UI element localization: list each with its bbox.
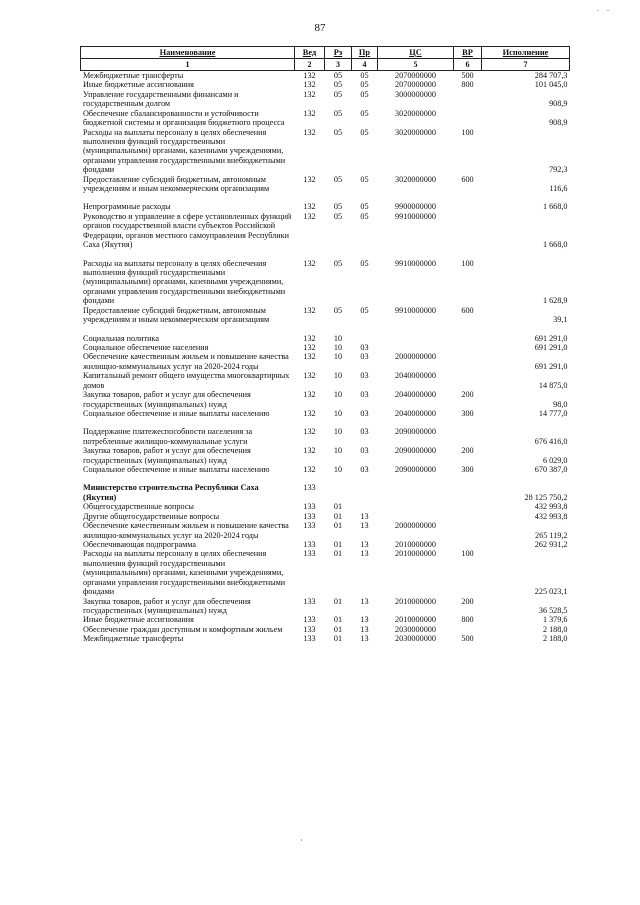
row-value: 262 931,2: [534, 539, 568, 549]
row-rz: 05: [333, 71, 343, 80]
row-ved: 133: [303, 483, 316, 493]
spacer-row: [81, 418, 570, 427]
row-cs: 3020000000: [395, 127, 436, 137]
row-cs: [378, 334, 454, 343]
row-name: Министерство строительства Республики Саха (Якутия): [83, 483, 259, 502]
row-cs: 2090000000: [395, 465, 436, 475]
row-cs: 2000000000: [395, 352, 436, 362]
row-rz: 01: [333, 634, 343, 644]
row-pr: 03: [360, 390, 369, 400]
row-vr: 800: [461, 615, 474, 625]
row-rz: 10: [333, 371, 343, 381]
row-pr: 05: [360, 305, 369, 315]
row-name: Расходы на выплаты персоналу в целях обеспечения выполнения функций государственными (муниципальными) органами, казенными учреждениями, органами управления государственными внебюджетными фондами: [83, 549, 286, 597]
row-name: Социальное обеспечение и иные выплаты населению: [83, 465, 270, 475]
row-cs: 2010000000: [395, 596, 436, 606]
row-pr: 05: [360, 211, 369, 221]
row-name: Межбюджетные трансферты: [83, 634, 184, 644]
table-row: [81, 502, 570, 511]
row-ved: 132: [303, 371, 316, 381]
row-rz: 01: [333, 596, 343, 606]
row-name: Поддержание платежеспособности населения за потребленные жилищно-коммунальные услуги: [83, 427, 253, 446]
row-cs: 2090000000: [395, 427, 436, 437]
row-rz: 05: [333, 258, 343, 268]
spacer-cell: [81, 250, 570, 259]
scan-dot: ·: [300, 836, 303, 845]
row-rz: 10: [333, 342, 343, 352]
row-rz: 10: [333, 446, 343, 456]
row-vr: [454, 427, 482, 446]
row-name: Межбюджетные трансферты: [83, 71, 184, 80]
table-header: [81, 47, 570, 59]
row-value: 28 125 750,2: [524, 492, 568, 502]
row-ved: 132: [303, 465, 316, 475]
table-row: [81, 334, 570, 343]
row-vr: 100: [461, 258, 474, 268]
spacer-cell: [81, 474, 570, 483]
header-num: 1: [81, 59, 295, 71]
row-pr: 05: [360, 127, 369, 137]
table-row: [81, 625, 570, 634]
row-pr: [352, 334, 378, 343]
header-num: 3: [325, 59, 352, 71]
row-name: Обеспечивающая подпрограмма: [83, 539, 197, 549]
row-vr: 600: [461, 174, 474, 184]
row-ved: 133: [303, 624, 316, 634]
row-rz: 10: [333, 465, 343, 475]
spacer-row: [81, 474, 570, 483]
header-cs: ЦС: [378, 47, 454, 59]
row-cs: 2040000000: [395, 371, 436, 381]
header-pr: Пр: [352, 47, 378, 59]
table-row: [81, 71, 570, 81]
row-name: Закупка товаров, работ и услуг для обеспечения государственных (муниципальных) нужд: [83, 390, 251, 409]
spacer-row: [81, 250, 570, 259]
row-cs: 2070000000: [395, 80, 436, 90]
table-row: [81, 306, 570, 325]
row-ved: 132: [303, 352, 316, 362]
row-rz: 05: [333, 305, 343, 315]
row-vr: [454, 212, 482, 250]
row-value: 691 291,0: [534, 361, 568, 371]
row-cs: 9910000000: [395, 258, 436, 268]
header-num: 4: [352, 59, 378, 71]
header-ved: Вед: [295, 47, 325, 59]
row-ved: 132: [303, 202, 316, 212]
row-rz: 05: [333, 211, 343, 221]
row-ved: 132: [303, 108, 316, 118]
row-cs: 3020000000: [395, 174, 436, 184]
row-vr: [454, 502, 482, 511]
row-value: 1 668,0: [542, 240, 568, 250]
table-row: [81, 512, 570, 521]
row-name: Другие общегосударственные вопросы: [83, 511, 220, 521]
row-rz: 10: [333, 333, 343, 343]
row-name: Социальное обеспечение населения: [83, 342, 209, 352]
row-rz: 10: [333, 390, 343, 400]
row-cs: 2010000000: [395, 549, 436, 559]
row-ved: 132: [303, 71, 316, 80]
row-vr: 300: [461, 465, 474, 475]
row-value: 1 379,6: [542, 615, 568, 625]
table-row: [81, 521, 570, 540]
row-pr: 05: [360, 108, 369, 118]
table-row: [81, 465, 570, 474]
row-pr: 03: [360, 408, 369, 418]
table-row: [81, 343, 570, 352]
row-pr: 13: [360, 624, 369, 634]
row-value: 39,1: [553, 315, 568, 325]
row-pr: 13: [360, 596, 369, 606]
row-rz: 01: [333, 521, 343, 531]
row-rz: 01: [333, 502, 343, 512]
spacer-cell: [81, 325, 570, 334]
row-value: 98,0: [553, 399, 568, 409]
table-row: [81, 371, 570, 390]
row-ved: 132: [303, 333, 316, 343]
row-value: 792,3: [549, 165, 568, 175]
row-cs: 3000000000: [395, 89, 436, 99]
row-value: 908,9: [549, 99, 568, 109]
row-vr: [454, 371, 482, 390]
row-rz: 01: [333, 624, 343, 634]
row-value: 432 993,8: [534, 511, 568, 521]
header-vr: ВР: [454, 47, 482, 59]
header-num: 2: [295, 59, 325, 71]
row-vr: [454, 334, 482, 343]
row-ved: 133: [303, 521, 316, 531]
row-cs: 9900000000: [395, 202, 436, 212]
row-rz: 10: [333, 427, 343, 437]
row-value: 14 875,0: [538, 380, 568, 390]
row-pr: 13: [360, 511, 369, 521]
row-rz: [325, 483, 352, 502]
row-vr: 100: [461, 549, 474, 559]
row-name: Капитальный ремонт общего имущества многоквартирных домов: [83, 371, 290, 390]
row-rz: 01: [333, 615, 343, 625]
table-row: [81, 427, 570, 446]
row-rz: 01: [333, 549, 343, 559]
row-ved: 132: [303, 127, 316, 137]
table-row: [81, 352, 570, 371]
row-value: 691 291,0: [534, 342, 568, 352]
row-cs: 9910000000: [395, 305, 436, 315]
row-value: 670 387,0: [534, 465, 568, 475]
row-rz: 05: [333, 174, 343, 184]
row-vr: 300: [461, 408, 474, 418]
row-cs: 3020000000: [395, 108, 436, 118]
row-rz: 01: [333, 511, 343, 521]
row-value: 6 029,0: [542, 455, 568, 465]
row-name: Социальная политика: [83, 333, 159, 343]
row-ved: 133: [303, 502, 316, 512]
row-rz: 10: [333, 352, 343, 362]
row-ved: 132: [303, 342, 316, 352]
row-pr: [352, 502, 378, 511]
row-name: Обеспечение граждан доступным и комфортным жильем: [83, 624, 283, 634]
row-cs: [378, 483, 454, 502]
table-row: [81, 202, 570, 211]
row-vr: [454, 625, 482, 634]
row-ved: 133: [303, 549, 316, 559]
row-vr: [454, 109, 482, 128]
row-ved: 133: [303, 596, 316, 606]
row-cs: 2040000000: [395, 408, 436, 418]
corner-mark: . .: [597, 4, 612, 13]
row-name: Закупка товаров, работ и услуг для обеспечения государственных (муниципальных) нужд: [83, 596, 251, 615]
header-num: 7: [482, 59, 570, 71]
row-pr: 03: [360, 465, 369, 475]
row-ved: 132: [303, 305, 316, 315]
row-name: Обеспечение качественным жильем и повышение качества жилищно-коммунальных услуг на 2020-2024 годы: [83, 521, 289, 540]
table-row: [81, 80, 570, 89]
row-vr: [454, 352, 482, 371]
row-pr: 05: [360, 174, 369, 184]
row-cs: 2040000000: [395, 390, 436, 400]
table-row: [81, 615, 570, 624]
row-vr: 200: [461, 596, 474, 606]
row-value: 1 628,9: [542, 296, 568, 306]
row-cs: 9910000000: [395, 211, 436, 221]
row-vr: 100: [461, 127, 474, 137]
row-name: Управление государственными финансами и государственным долгом: [83, 89, 239, 109]
row-ved: 132: [303, 80, 316, 90]
row-pr: 13: [360, 521, 369, 531]
row-value: 284 707,3: [534, 71, 568, 80]
row-vr: [454, 90, 482, 109]
row-cs: 2030000000: [395, 624, 436, 634]
row-cs: 2010000000: [395, 539, 436, 549]
row-cs: 2000000000: [395, 521, 436, 531]
row-vr: [454, 343, 482, 352]
row-value: 225 023,1: [534, 587, 568, 597]
row-ved: 133: [303, 539, 316, 549]
table-row: [81, 175, 570, 194]
row-name: Непрограммные расходы: [83, 202, 171, 212]
table-row: [81, 212, 570, 250]
row-ved: 132: [303, 174, 316, 184]
row-cs: [378, 502, 454, 511]
row-pr: 13: [360, 634, 369, 644]
row-ved: 132: [303, 211, 316, 221]
row-pr: 03: [360, 352, 369, 362]
table-row: [81, 540, 570, 549]
row-ved: 133: [303, 615, 316, 625]
row-rz: 05: [333, 127, 343, 137]
row-name: Расходы на выплаты персоналу в целях обеспечения выполнения функций государственными (муниципальными) органами, казенными учреждениями, органами управления государственными внебюджетными фондами: [83, 127, 286, 175]
row-ved: 132: [303, 390, 316, 400]
table-row: [81, 483, 570, 502]
spacer-cell: [81, 418, 570, 427]
row-pr: 03: [360, 427, 369, 437]
row-vr: [454, 512, 482, 521]
row-vr: [454, 202, 482, 211]
row-pr: 13: [360, 549, 369, 559]
row-pr: 13: [360, 615, 369, 625]
row-rz: 05: [333, 202, 343, 212]
row-vr: 800: [461, 80, 474, 90]
row-name: Иные бюджетные ассигнования: [83, 80, 194, 90]
header-name: Наименование: [81, 47, 295, 59]
row-rz: 01: [333, 539, 343, 549]
row-value: 36 528,5: [538, 605, 568, 615]
row-pr: [352, 483, 378, 502]
row-ved: 132: [303, 408, 316, 418]
row-value: 2 188,0: [542, 624, 568, 634]
budget-table: [80, 46, 570, 644]
row-value: 676 416,0: [534, 436, 568, 446]
table-row: [81, 549, 570, 596]
row-cs: 2030000000: [395, 634, 436, 644]
table-header-numbers: [81, 59, 570, 71]
row-name: Предоставление субсидий бюджетным, автономным учреждениям и иным некоммерческим организациям: [83, 174, 270, 194]
row-pr: 03: [360, 446, 369, 456]
header-value: Исполнение: [482, 47, 570, 59]
row-cs: [378, 512, 454, 521]
table-row: [81, 634, 570, 643]
row-rz: 05: [333, 89, 343, 99]
row-ved: 132: [303, 446, 316, 456]
spacer-cell: [81, 193, 570, 202]
row-vr: [454, 483, 482, 502]
row-vr: [454, 540, 482, 549]
row-name: Обеспечение сбалансированности и устойчивости бюджетной системы и организация бюджетного процесса: [83, 108, 285, 128]
row-value: 101 045,0: [534, 80, 568, 90]
table-body: [81, 71, 570, 644]
row-ved: 133: [303, 511, 316, 521]
row-vr: 500: [461, 71, 474, 80]
row-cs: 2090000000: [395, 446, 436, 456]
row-vr: 200: [461, 390, 474, 400]
row-name: Социальное обеспечение и иные выплаты населению: [83, 408, 270, 418]
table-row: [81, 128, 570, 175]
row-pr: 03: [360, 371, 369, 381]
table-row: [81, 109, 570, 128]
table-row: [81, 259, 570, 306]
row-value: 2 188,0: [542, 634, 568, 644]
row-vr: 600: [461, 305, 474, 315]
row-ved: 132: [303, 258, 316, 268]
row-ved: 133: [303, 634, 316, 644]
table-row: [81, 90, 570, 109]
row-pr: 05: [360, 258, 369, 268]
header-num: 5: [378, 59, 454, 71]
header-rz: Рз: [325, 47, 352, 59]
row-pr: 03: [360, 342, 369, 352]
row-name: Обеспечение качественным жильем и повышение качества жилищно-коммунальных услуг на 2020-2024 годы: [83, 352, 289, 371]
row-name: Расходы на выплаты персоналу в целях обеспечения выполнения функций государственными (муниципальными) органами, казенными учреждениями, органами управления государственными внебюджетными фондами: [83, 258, 286, 306]
row-name: Руководство и управление в сфере установленных функций органов государственной власти субъектов Российской Федерации, органов местного самоуправления Республики Саха (Якутия): [83, 211, 292, 250]
header-num: 6: [454, 59, 482, 71]
row-cs: 2070000000: [395, 71, 436, 80]
spacer-row: [81, 325, 570, 334]
row-cs: [378, 343, 454, 352]
row-ved: 132: [303, 89, 316, 99]
row-rz: 05: [333, 108, 343, 118]
page-number: 87: [314, 22, 326, 34]
row-vr: 200: [461, 446, 474, 456]
row-rz: 10: [333, 408, 343, 418]
row-name: Иные бюджетные ассигнования: [83, 615, 194, 625]
row-vr: [454, 521, 482, 540]
row-value: 1 668,0: [542, 202, 568, 212]
row-pr: 05: [360, 202, 369, 212]
row-value: 432 993,8: [534, 502, 568, 512]
row-pr: 05: [360, 71, 369, 80]
row-vr: 500: [461, 634, 474, 644]
row-pr: 13: [360, 539, 369, 549]
row-pr: 05: [360, 89, 369, 99]
row-name: Закупка товаров, работ и услуг для обеспечения государственных (муниципальных) нужд: [83, 446, 251, 465]
spacer-row: [81, 193, 570, 202]
table-row: [81, 409, 570, 418]
row-cs: 2010000000: [395, 615, 436, 625]
table-row: [81, 597, 570, 616]
row-rz: 05: [333, 80, 343, 90]
row-value: 691 291,0: [534, 333, 568, 343]
row-ved: 132: [303, 427, 316, 437]
row-name: Предоставление субсидий бюджетным, автономным учреждениям и иным некоммерческим организациям: [83, 305, 270, 325]
table-row: [81, 390, 570, 409]
row-value: 14 777,0: [538, 408, 568, 418]
row-pr: 05: [360, 80, 369, 90]
table-row: [81, 446, 570, 465]
row-value: 265 119,2: [535, 530, 568, 540]
row-name: Общегосударственные вопросы: [83, 502, 194, 512]
row-value: 908,9: [549, 118, 568, 128]
row-value: 116,6: [549, 184, 568, 194]
